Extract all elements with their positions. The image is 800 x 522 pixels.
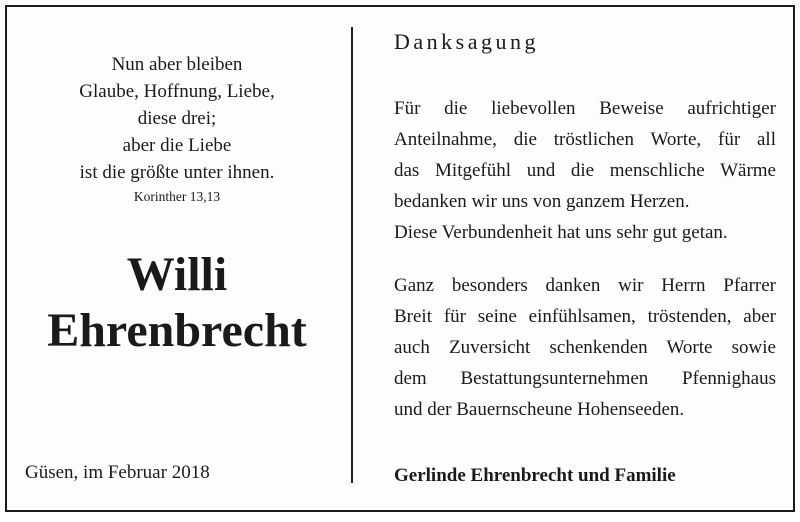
paragraph-line: bedanken wir uns von ganzem Herzen. (394, 191, 690, 212)
place-date: Güsen, im Februar 2018 (25, 462, 210, 483)
obituary-notice (5, 5, 795, 512)
column-divider (351, 27, 353, 483)
left-column (7, 7, 357, 510)
paragraph-line: das Mitgefühl und die menschliche Wärme (394, 160, 776, 181)
paragraph-line: Ganz besonders danken wir Herrn Pfarrer (394, 275, 776, 296)
verse-line: Nun aber bleiben (111, 54, 243, 75)
paragraph-line: dem Bestattungsunternehmen Pfennighaus (394, 368, 776, 389)
thanks-paragraph-1 (394, 93, 776, 248)
verse-line: aber die Liebe (122, 135, 232, 156)
paragraph-line: auch Zuversicht schenkenden Worte sowie (394, 337, 776, 358)
bible-verse (7, 51, 347, 186)
thanks-paragraph-2 (394, 270, 776, 425)
thanks-heading: Danksagung (394, 29, 539, 54)
paragraph-line: Diese Verbundenheit hat uns sehr gut getan. (394, 222, 728, 243)
paragraph-line: Breit für seine einfühlsamen, tröstenden, aber (394, 306, 776, 327)
right-column (394, 7, 776, 510)
paragraph-line: und der Bauernscheune Hohenseeden. (394, 399, 685, 420)
verse-reference: Korinther 13,13 (133, 189, 221, 204)
deceased-first-name: Willi (126, 248, 228, 301)
signature: Gerlinde Ehrenbrecht und Familie (394, 465, 676, 486)
verse-line: ist die größte unter ihnen. (79, 162, 275, 183)
verse-line: Glaube, Hoffnung, Liebe, (79, 81, 275, 102)
paragraph-line: Für die liebevollen Beweise aufrichtiger (394, 98, 776, 119)
verse-line: diese drei; (137, 108, 217, 129)
deceased-last-name: Ehrenbrecht (47, 304, 307, 357)
deceased-name (7, 247, 347, 359)
paragraph-line: Anteilnahme, die tröstlichen Worte, für all (394, 129, 776, 150)
